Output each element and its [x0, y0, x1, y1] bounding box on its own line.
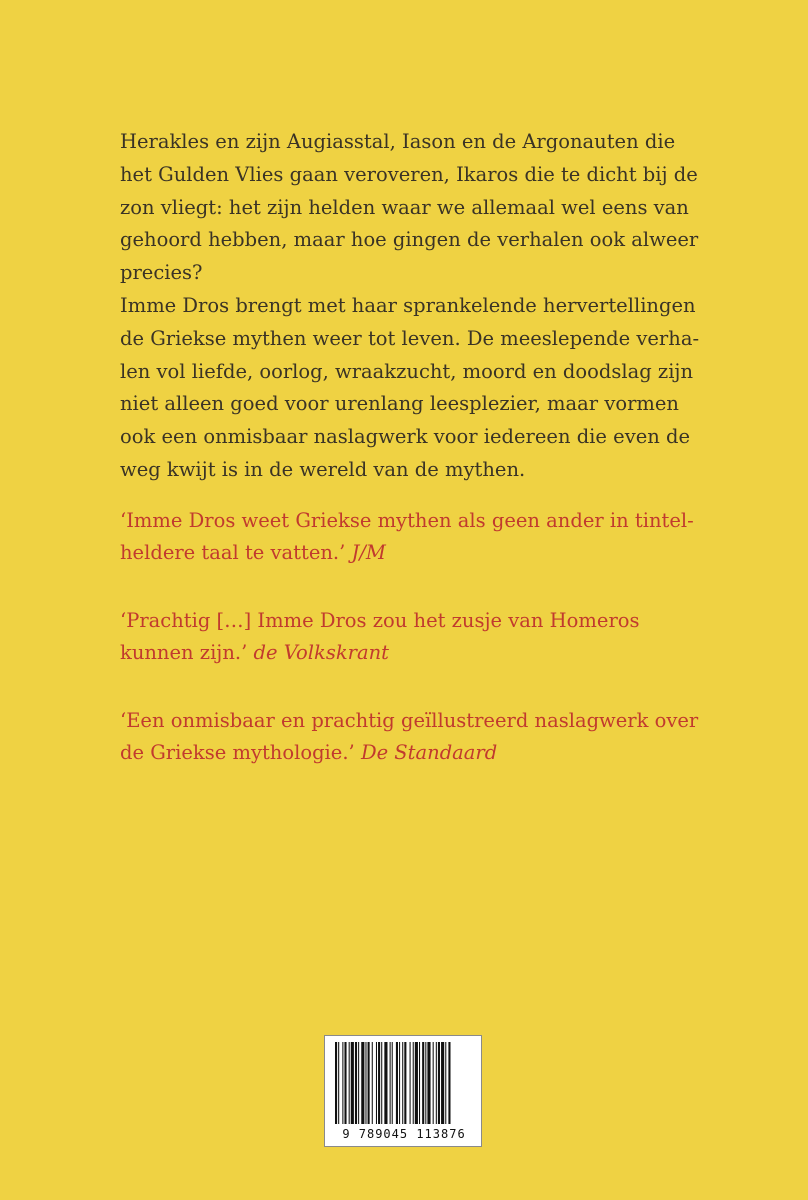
barcode-bar	[433, 1042, 434, 1124]
review-quote-volkskrant	[120, 605, 720, 669]
barcode-bar	[445, 1042, 446, 1124]
blurb-paragraph-1	[120, 126, 720, 290]
blurb-line: Herakles en zijn Augiasstal, Iason en de Argonauten die	[120, 130, 676, 153]
barcode-bar	[358, 1042, 359, 1124]
barcode-bar	[427, 1042, 430, 1124]
quote-source: De Standaard	[360, 741, 498, 764]
barcode-bar	[399, 1042, 400, 1124]
barcode-bar	[378, 1042, 380, 1124]
blurb-text	[120, 126, 720, 487]
blurb-line: het Gulden Vlies gaan veroveren, Ikaros die te dicht bij de	[120, 162, 698, 186]
quote-text: de Griekse mythologie.’	[120, 741, 355, 764]
barcode-bar	[384, 1042, 387, 1124]
blurb-line: len vol liefde, oorlog, wraakzucht, moord en doodslag zijn	[120, 359, 694, 383]
blurb-line: Imme Dros brengt met haar sprankelende hervertellingen	[120, 293, 696, 317]
quote-line: ‘Imme Dros weet Griekse mythen als geen ander in tintel-	[120, 509, 694, 532]
quote-line-with-source	[120, 537, 720, 569]
blurb-line: weg kwijt is in de wereld van de mythen.	[120, 457, 526, 481]
blurb-line: precies?	[120, 261, 203, 285]
barcode-bar	[404, 1042, 406, 1124]
quote-source: de Volkskrant	[253, 641, 389, 664]
review-quote-jm	[120, 505, 720, 569]
barcode-bar	[344, 1042, 346, 1124]
blurb-line: de Griekse mythen weer tot leven. De meeslepende verha-	[120, 326, 700, 350]
blurb-line: niet alleen goed voor urenlang leesplezier, maar vormen	[120, 392, 679, 416]
blurb-line: zon vliegt: het zijn helden waar we allemaal wel eens van	[120, 195, 689, 219]
barcode-bar	[368, 1042, 370, 1124]
barcode-bar	[436, 1042, 437, 1124]
blurb-line: ook een onmisbaar naslagwerk voor iedereen die even de	[120, 425, 691, 449]
quote-line-with-source	[120, 637, 720, 669]
review-quote-standaard	[120, 705, 720, 769]
barcode-bar	[365, 1042, 366, 1124]
quote-text: heldere taal te vatten.’	[120, 541, 346, 564]
barcode-bar	[381, 1042, 382, 1124]
barcode-bar	[438, 1042, 440, 1124]
barcode-bar	[419, 1042, 420, 1124]
isbn-number: 9 789045 113876	[342, 1127, 466, 1141]
isbn-barcode	[324, 1035, 482, 1147]
quote-source: J/M	[351, 541, 386, 564]
barcode-bar	[355, 1042, 357, 1124]
blurb-line: gehoord hebben, maar hoe gingen de verhalen ook alweer	[120, 228, 699, 252]
barcode-bar	[402, 1042, 403, 1124]
barcode-bar	[415, 1042, 418, 1124]
quote-text: kunnen zijn.’	[120, 641, 248, 664]
barcode-bar	[361, 1042, 364, 1124]
barcode-bar	[351, 1042, 354, 1124]
barcode-bar	[376, 1042, 377, 1124]
blurb-paragraph-2	[120, 290, 720, 487]
barcode-bar	[335, 1042, 337, 1124]
barcode-bar	[390, 1042, 391, 1124]
barcode-bar	[392, 1042, 393, 1124]
barcode-bar	[422, 1042, 424, 1124]
quote-line-with-source	[120, 737, 720, 769]
barcode-bar	[342, 1042, 343, 1124]
barcode-bar	[338, 1042, 339, 1124]
barcode-bar	[425, 1042, 426, 1124]
barcode-bar	[396, 1042, 398, 1124]
quote-line: ‘Prachtig […] Imme Dros zou het zusje van Homeros	[120, 609, 640, 632]
barcode-bar	[372, 1042, 373, 1124]
barcode-bar	[349, 1042, 350, 1124]
barcode-bar	[448, 1042, 450, 1124]
barcode-bar	[413, 1042, 414, 1124]
barcode-bar	[410, 1042, 411, 1124]
quote-line: ‘Een onmisbaar en prachtig geïllustreerd naslagwerk over	[120, 709, 699, 732]
barcode-bar	[441, 1042, 444, 1124]
